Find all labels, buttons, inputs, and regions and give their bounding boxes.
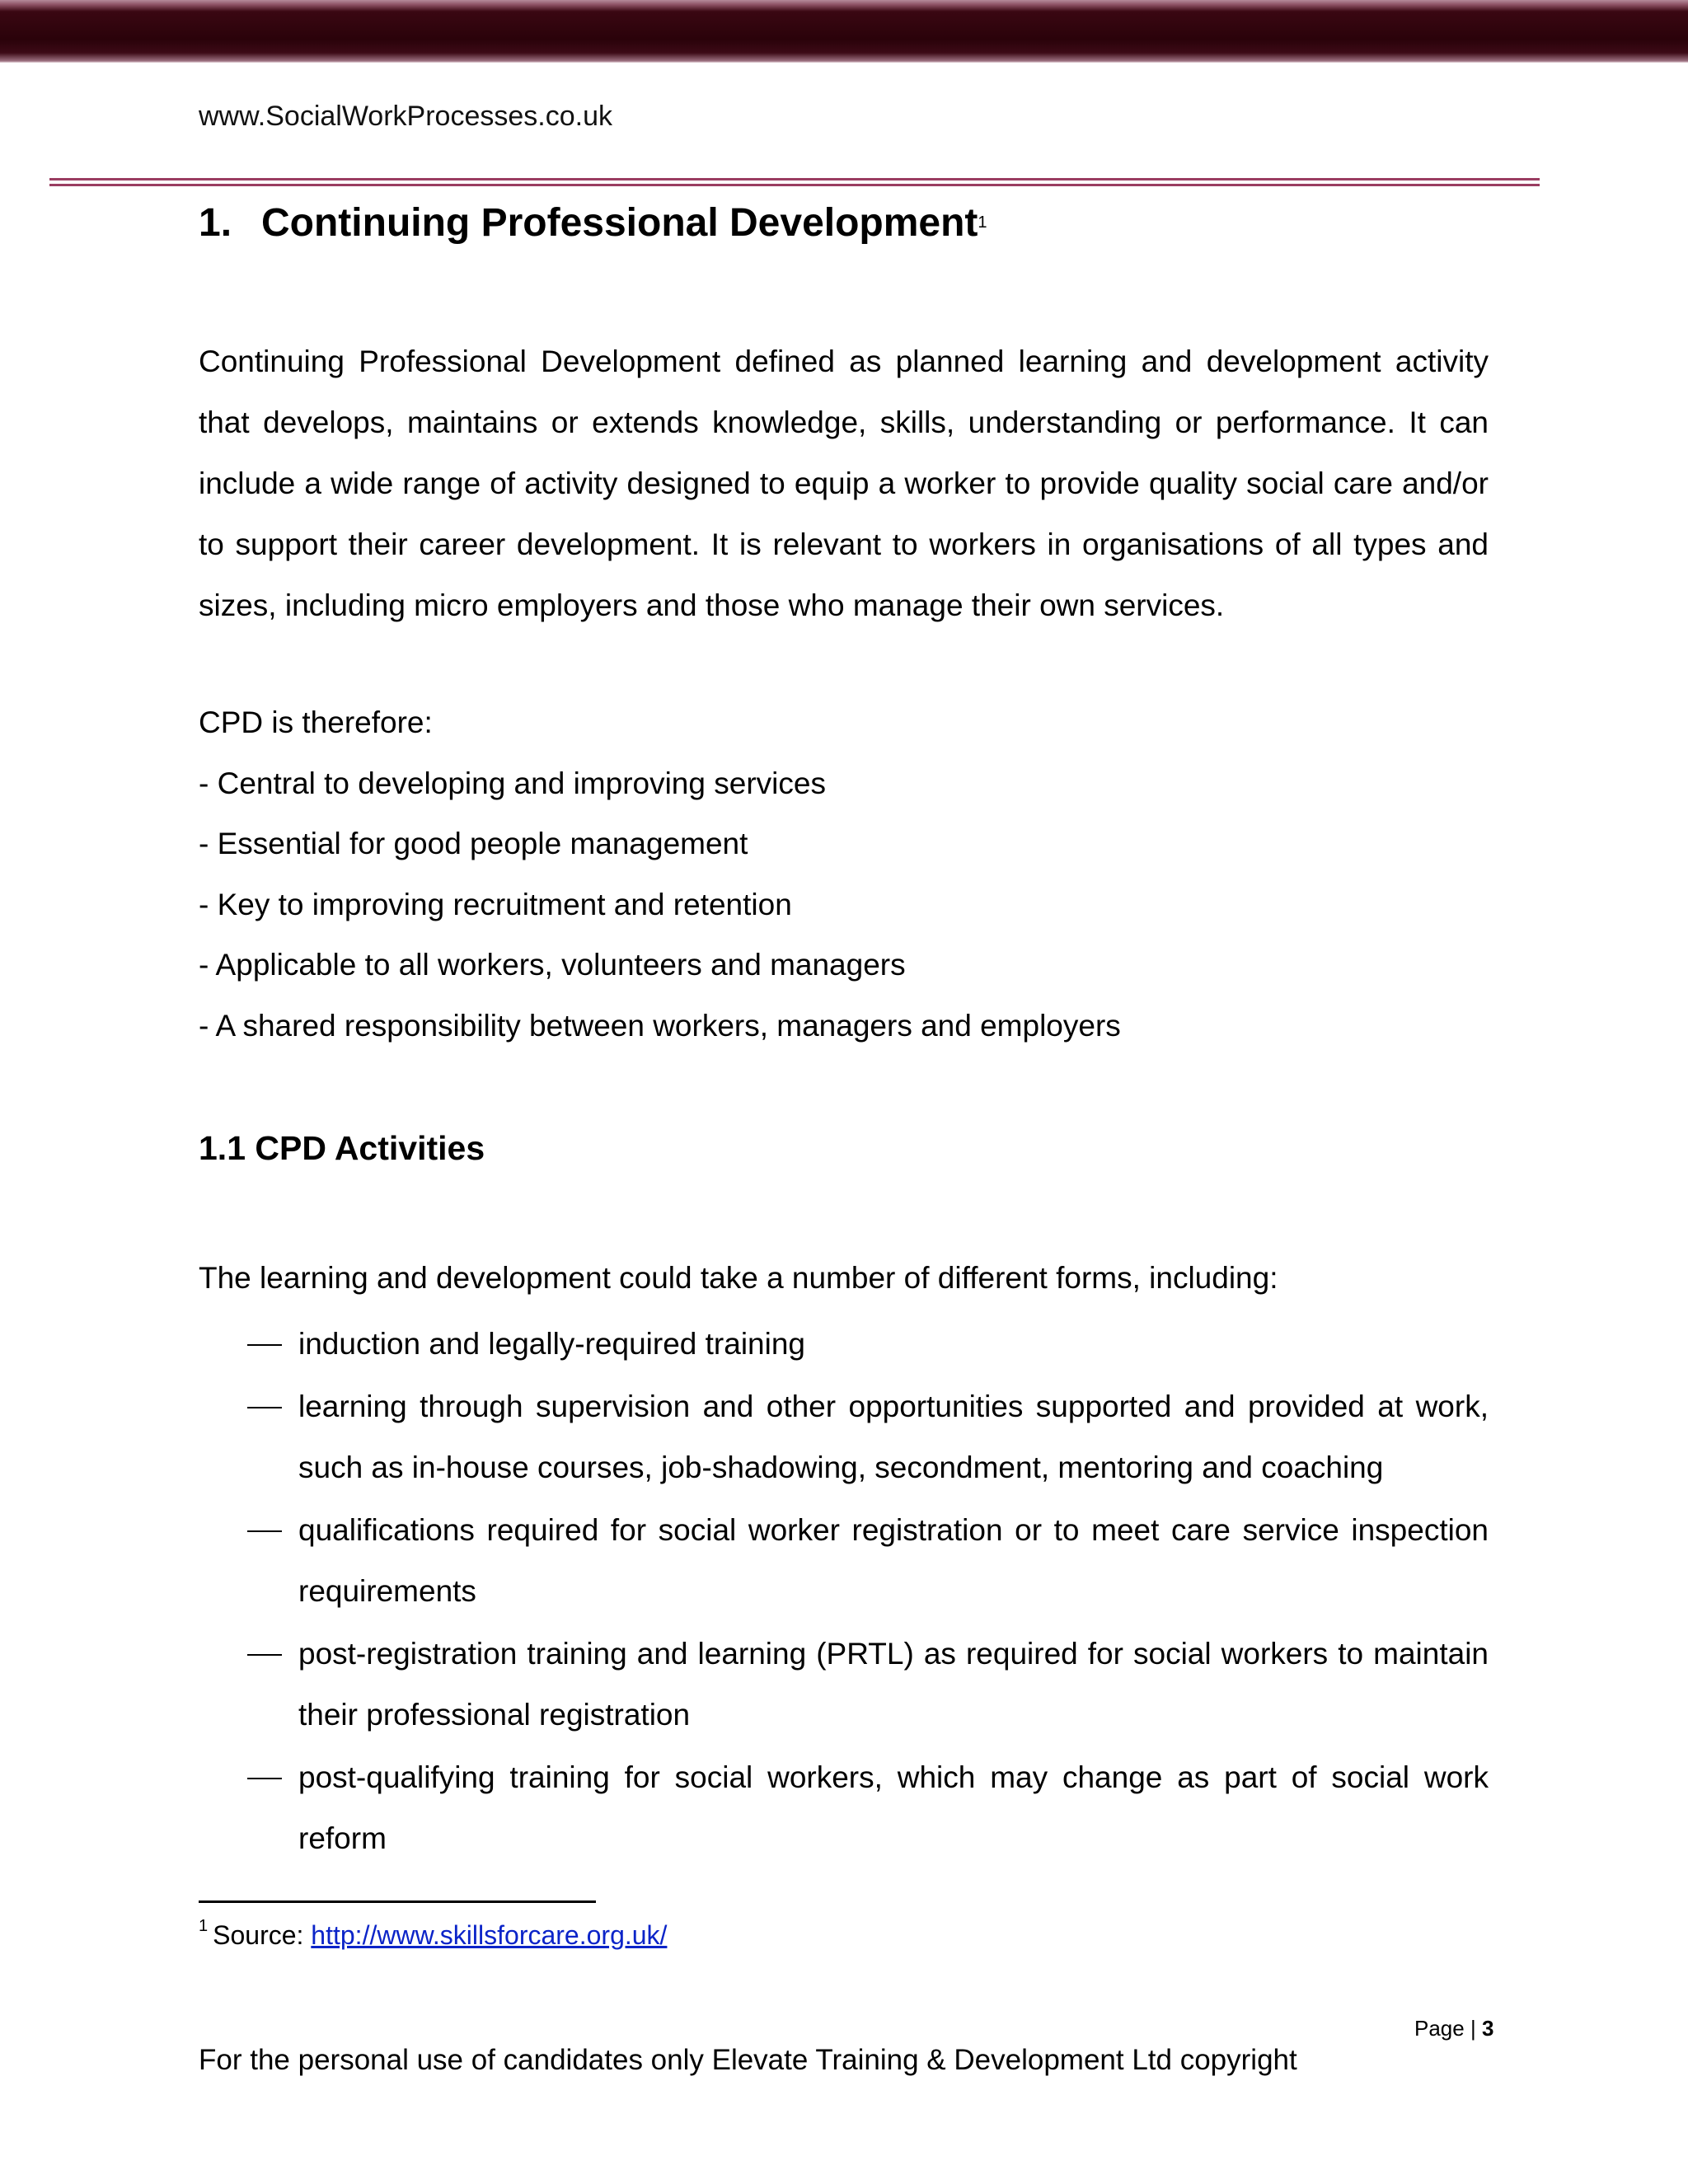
dash-bullet xyxy=(247,1530,282,1532)
footer-copyright: For the personal use of candidates only Elevate Training & Development Ltd copyright xyxy=(199,2044,1297,2076)
footnote-label: Source: xyxy=(213,1920,304,1950)
intro-paragraph: Continuing Professional Development defined as planned learning and development activity that develops, maintains or extends knowledge, skills, understanding or performance. It can include a wide range of activity designed to equip a worker to provide quality social care and/or to support their career development. It is relevant to workers in organisations of all types and sizes, including micro employers and those who manage their own services. xyxy=(199,344,1489,622)
page-number xyxy=(1414,2016,1493,2041)
section-heading xyxy=(199,200,987,246)
dash-bullet xyxy=(247,1344,282,1346)
cpd-point: - Applicable to all workers, volunteers and managers xyxy=(199,948,906,982)
activities-list xyxy=(244,1314,1489,1871)
section-title: Continuing Professional Development xyxy=(261,201,978,245)
dash-bullet xyxy=(247,1778,282,1779)
list-item: learning through supervision and other opportunities supported and provided at work, such as in-house courses, job-shadowing, secondment, mentoring and coaching xyxy=(244,1376,1489,1498)
dash-bullet xyxy=(247,1407,282,1408)
site-url[interactable]: www.SocialWorkProcesses.co.uk xyxy=(199,101,612,132)
subsection-heading: 1.1 CPD Activities xyxy=(199,1129,485,1167)
cpd-point: - Essential for good people management xyxy=(199,827,748,860)
footnote-ref[interactable]: 1 xyxy=(978,213,987,232)
footnote-link[interactable]: http://www.skillsforcare.org.uk/ xyxy=(311,1920,668,1950)
header-band xyxy=(0,0,1688,63)
list-item: post-qualifying training for social workers, which may change as part of social work reform xyxy=(244,1747,1489,1869)
cpd-point: - Central to developing and improving services xyxy=(199,766,826,800)
page-number-value: 3 xyxy=(1481,2016,1494,2041)
section-number: 1. xyxy=(199,201,232,245)
list-item: induction and legally-required training xyxy=(244,1314,1489,1375)
footnote-separator xyxy=(199,1900,596,1903)
cpd-point: - A shared responsibility between workers, managers and employers xyxy=(199,1009,1121,1043)
page-label: Page | xyxy=(1414,2016,1476,2041)
list-item: post-registration training and learning (PRTL) as required for social workers to maintain their professional registration xyxy=(244,1624,1489,1746)
header-rule xyxy=(49,178,1540,186)
activities-lead: The learning and development could take a number of different forms, including: xyxy=(199,1261,1278,1295)
cpd-point: - Key to improving recruitment and retention xyxy=(199,888,792,921)
footnote xyxy=(199,1917,668,1951)
list-item: qualifications required for social worker registration or to meet care service inspection requirements xyxy=(244,1500,1489,1622)
footnote-number: 1 xyxy=(199,1917,209,1936)
cpd-lead: CPD is therefore: xyxy=(199,705,433,739)
dash-bullet xyxy=(247,1654,282,1656)
